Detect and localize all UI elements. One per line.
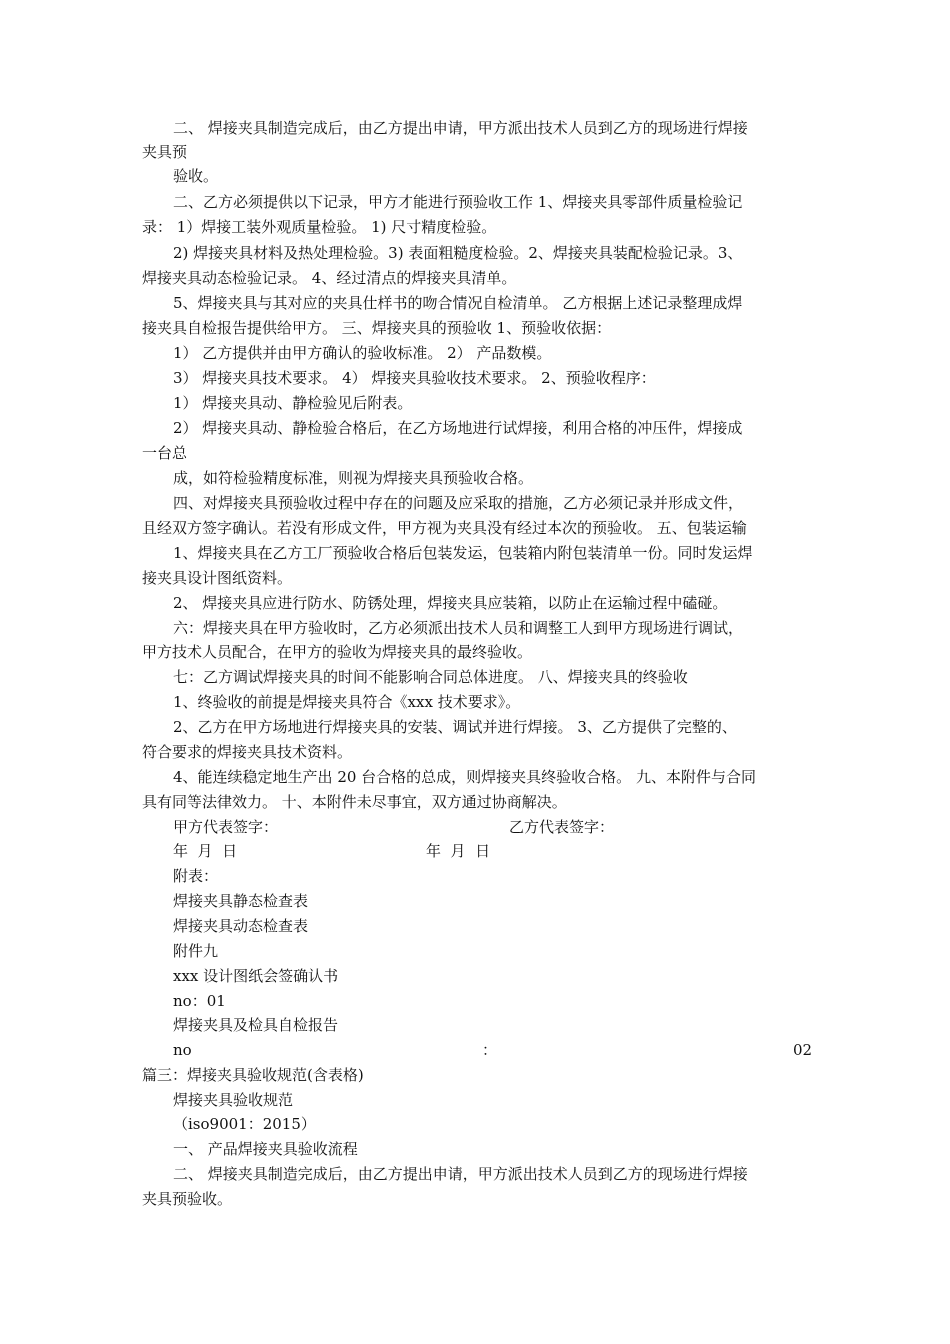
text-line: 1） 乙方提供并由甲方确认的验收标准。 2） 产品数模。 (173, 344, 552, 362)
text-line: 一台总 (142, 444, 188, 462)
text-line: 接夹具设计图纸资料。 (142, 569, 293, 587)
appendix-item: 附件九 (173, 942, 219, 960)
party-b-signature-label: 乙方代表签字： (509, 818, 615, 836)
spec-standard: （iso9001：2015） (173, 1115, 316, 1133)
text-line: 一、 产品焊接夹具验收流程 (173, 1140, 358, 1158)
text-line: 1、焊接夹具在乙方工厂预验收合格后包装发运，包装箱内附包装清单一份。同时发运焊 (173, 544, 753, 562)
text-line: 焊接夹具动态检验记录。 4、经过清点的焊接夹具清单。 (142, 269, 517, 287)
appendix-heading: 附表： (173, 867, 219, 885)
spec-title: 焊接夹具验收规范 (173, 1091, 294, 1109)
section-title: 篇三：焊接夹具验收规范(含表格) (142, 1066, 364, 1084)
text-line: 且经双方签字确认。若没有形成文件，甲方视为夹具没有经过本次的预验收。 五、包装运输 (142, 519, 747, 537)
text-line: 四、对焊接夹具预验收过程中存在的问题及应采取的措施，乙方必须记录并形成文件， (173, 494, 744, 512)
text-line: 七：乙方调试焊接夹具的时间不能影响合同总体进度。 八、焊接夹具的终验收 (173, 668, 688, 686)
text-line: 具有同等法律效力。 十、本附件未尽事宜，双方通过协商解决。 (142, 793, 567, 811)
party-a-date: 年 月 日 (173, 842, 238, 860)
text-line: 六：焊接夹具在甲方验收时，乙方必须派出技术人员和调整工人到甲方现场进行调试， (173, 619, 744, 637)
text-line: 甲方技术人员配合，在甲方的验收为焊接夹具的最终验收。 (142, 643, 533, 661)
text-line: 2、乙方在甲方场地进行焊接夹具的安装、调试并进行焊接。 3、乙方提供了完整的、 (173, 718, 737, 736)
appendix-item: 焊接夹具动态检查表 (173, 917, 309, 935)
text-line: 5、焊接夹具与其对应的夹具仕样书的吻合情况自检清单。 乙方根据上述记录整理成焊 (173, 294, 743, 312)
text-line: 录： 1）焊接工装外观质量检验。 1) 尺寸精度检验。 (142, 218, 497, 236)
text-line: 2） 焊接夹具动、静检验合格后，在乙方场地进行试焊接，利用合格的冲压件，焊接成 (173, 419, 743, 437)
text-line: 符合要求的焊接夹具技术资料。 (142, 743, 353, 761)
no-colon: ： (482, 1041, 498, 1059)
appendix-item: xxx 设计图纸会签确认书 (173, 967, 339, 985)
party-b-date: 年 月 日 (426, 842, 491, 860)
text-line: 验收。 (173, 167, 219, 185)
text-line: 1） 焊接夹具动、静检验见后附表。 (173, 394, 413, 412)
text-line: 1、终验收的前提是焊接夹具符合《xxx 技术要求》。 (173, 693, 521, 711)
text-line: 夹具预验收。 (142, 1190, 233, 1208)
no-label: no (173, 1041, 192, 1059)
text-line: 二、乙方必须提供以下记录，甲方才能进行预验收工作 1、焊接夹具零部件质量检验记 (173, 193, 743, 211)
text-line: 2) 焊接夹具材料及热处理检验。3) 表面粗糙度检验。2、焊接夹具装配检验记录。3、 (173, 244, 743, 262)
appendix-item: 焊接夹具静态检查表 (173, 892, 309, 910)
appendix-item: 焊接夹具及检具自检报告 (173, 1016, 339, 1034)
text-line: 夹具预 (142, 143, 188, 161)
text-line: 2、 焊接夹具应进行防水、防锈处理，焊接夹具应装箱，以防止在运输过程中磕碰。 (173, 594, 728, 612)
text-line: 二、 焊接夹具制造完成后，由乙方提出申请，甲方派出技术人员到乙方的现场进行焊接 (173, 119, 748, 137)
text-line: 3） 焊接夹具技术要求。 4） 焊接夹具验收技术要求。 2、预验收程序： (173, 369, 656, 387)
text-line: 4、能连续稳定地生产出 20 台合格的总成，则焊接夹具终验收合格。 九、本附件与合同 (173, 768, 756, 786)
text-line: 二、 焊接夹具制造完成后，由乙方提出申请，甲方派出技术人员到乙方的现场进行焊接 (173, 1165, 748, 1183)
appendix-item: no：01 (173, 992, 226, 1010)
text-line: 接夹具自检报告提供给甲方。 三、焊接夹具的预验收 1、预验收依据： (142, 319, 612, 337)
no-value: 02 (793, 1041, 813, 1059)
party-a-signature-label: 甲方代表签字： (173, 818, 279, 836)
text-line: 成，如符检验精度标准，则视为焊接夹具预验收合格。 (173, 469, 534, 487)
